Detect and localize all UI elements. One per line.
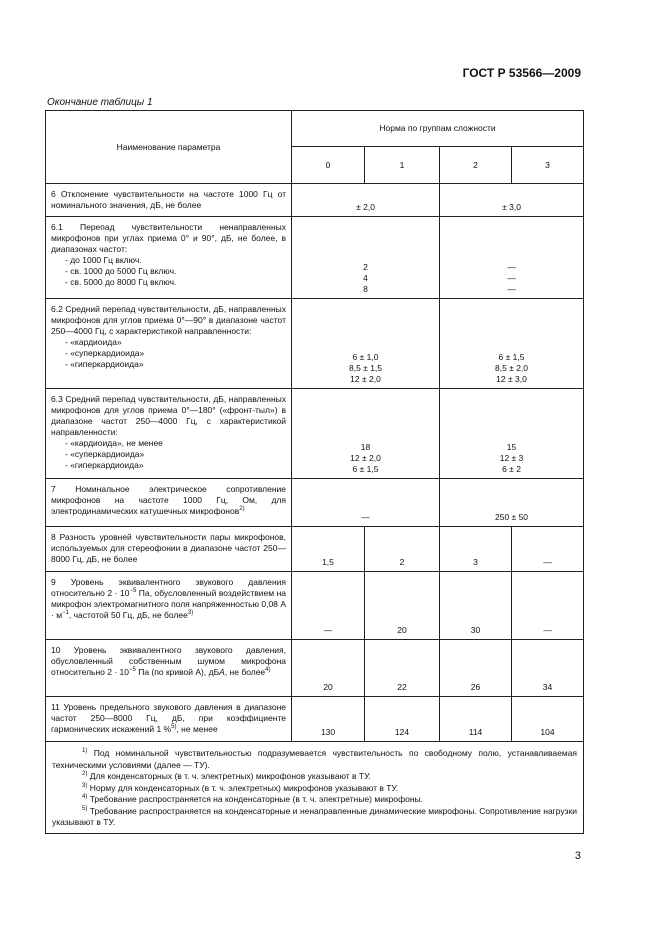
- table-row: [46, 572, 584, 640]
- footnote-mark: 1): [82, 748, 88, 755]
- footnote-ref: 5): [171, 724, 177, 731]
- document-header: ГОСТ Р 53566—2009: [462, 66, 581, 80]
- footnote-ref: 4): [265, 667, 271, 674]
- group-0-header: 0: [292, 147, 365, 184]
- footnote-mark: 3): [82, 782, 88, 789]
- row-62-sub-1: - «суперкардиоида»: [65, 348, 145, 358]
- row-11-text: [51, 702, 286, 735]
- cell-value: 12 ± 2,0: [350, 453, 381, 463]
- page-number: 3: [574, 850, 581, 862]
- row-9-value-2: 30: [440, 572, 512, 640]
- row-6-text: 6 Отклонение чувствительности на частоте 1000 Гц от номинального значения, дБ, не более: [51, 189, 286, 210]
- row-9-text-b: Па, обусловленный воздействием на микрофон электромагнитного поля напряженностью 0,08 А · м: [51, 588, 286, 620]
- cell-value: 6 ± 1,0: [352, 352, 379, 362]
- row-8-value-2: 3: [440, 527, 512, 572]
- table-row: [46, 697, 584, 742]
- cell-value: 6 ± 1,5: [352, 464, 379, 474]
- exponent: −5: [129, 667, 136, 674]
- row-9-value-1: 20: [365, 572, 440, 640]
- footnote-text: Норму для конденсаторных (в т. ч. электретных) микрофонов указывают в ТУ.: [87, 782, 399, 793]
- row-63-text: 6.3 Средний перепад чувствительности, дБ, направленных микрофонов для углов приема 0°—180° («фронт-тыл») в диапазоне частот 250—4000 Гц, с характеристикой направленности:: [51, 394, 286, 437]
- cell-value: 8,5 ± 1,5: [348, 363, 383, 373]
- row-10-text-b: Па (по кривой А), дБ: [135, 667, 220, 677]
- footnote-4: [52, 794, 577, 806]
- table-row: [46, 389, 584, 479]
- footnote-text: Под номинальной чувствительностью подразумевается чувствительность по свободному полю, устанавливаемая техническими условиями (далее — ТУ).: [52, 748, 578, 770]
- row-7-text-body: 7 Номинальное электрическое сопротивление микрофонов на частоте 1000 Гц, Ом, для электродинамических катушечных микрофонов: [51, 484, 286, 516]
- exponent: −1: [62, 610, 69, 617]
- exponent: −5: [129, 588, 137, 595]
- footnote-text: Требование распространяется на конденсаторные и ненаправленные динамические микрофоны. Сопротивление нагрузки указывают в ТУ.: [52, 805, 578, 827]
- row-63-sub-0: - «кардиоида», не менее: [65, 438, 163, 448]
- group-column-header: Норма по группам сложности: [292, 111, 584, 147]
- row-7-value-01: —: [292, 479, 440, 527]
- row-7-value-23: 250 ± 50: [440, 479, 584, 527]
- row-62-sub-2: - «гиперкардиоида»: [65, 359, 144, 369]
- row-61-value-01: [292, 217, 440, 299]
- row-8-value-1: 2: [365, 527, 440, 572]
- row-10-value-0: 20: [292, 640, 365, 697]
- footnote-5: [52, 806, 577, 829]
- cell-value: 6 ± 2: [502, 464, 521, 474]
- row-8-value-3: —: [512, 527, 584, 572]
- table-caption: Окончание таблицы 1: [47, 97, 153, 108]
- row-11-value-2: 114: [440, 697, 512, 742]
- row-63-value-01: [292, 389, 440, 479]
- footnote-1: [52, 748, 577, 771]
- cell-value: —: [507, 273, 516, 283]
- cell-value: —: [507, 262, 516, 272]
- row-8-value-0: 1,5: [292, 527, 365, 572]
- row-10-italic: А: [219, 667, 225, 677]
- footnote-text: Требование распространяется на конденсаторные (в т. ч. электретные) микрофоны.: [87, 794, 424, 804]
- footnote-mark: 5): [82, 805, 88, 812]
- table-row: [46, 640, 584, 697]
- table-row: [46, 184, 584, 217]
- footnote-text: Для конденсаторных (в т. ч. электретных) микрофонов указывают в ТУ.: [87, 771, 371, 781]
- row-61-sub-1: - св. 1000 до 5000 Гц включ.: [65, 266, 177, 276]
- row-63-sub-1: - «суперкардиоида»: [65, 449, 145, 459]
- table-row: [46, 479, 584, 527]
- table-footnotes: [46, 742, 584, 834]
- row-9-text-a: 9 Уровень эквивалентного звукового давления относительно 2 · 10: [51, 577, 286, 598]
- row-62-text: 6.2 Средний перепад чувствительности, дБ, направленных микрофонов для углов приема 0°—90° в диапазоне частот 250—4000 Гц, с характеристикой направленности:: [51, 304, 286, 336]
- row-63-sub-2: - «гиперкардиоида»: [65, 460, 144, 470]
- cell-value: 12 ± 3,0: [496, 374, 527, 384]
- row-11-value-0: 130: [292, 697, 365, 742]
- row-9-text: [51, 577, 286, 621]
- cell-value: 15: [506, 442, 517, 452]
- table-row: [46, 299, 584, 389]
- footnote-mark: 2): [82, 771, 88, 778]
- footnote-ref: 2): [239, 506, 245, 513]
- table-row: [46, 527, 584, 572]
- footnote-ref: 3): [187, 610, 194, 617]
- row-10-value-3: 34: [512, 640, 584, 697]
- cell-value: 4: [363, 273, 368, 283]
- row-62-sub-0: - «кардиоида»: [65, 337, 122, 347]
- row-9-text-c: , частотой 50 Гц, дБ, не более: [68, 610, 188, 620]
- row-8-text: 8 Разность уровней чувствительности пары микрофонов, используемых для стереофонии в диапазоне частот 250—8000 Гц, дБ, не более: [51, 532, 286, 564]
- footnote-3: [52, 783, 577, 795]
- group-3-header: 3: [512, 147, 584, 184]
- row-9-value-0: —: [292, 572, 365, 640]
- row-6-value-23: ± 3,0: [440, 184, 584, 217]
- group-2-header: 2: [440, 147, 512, 184]
- row-62-value-01: [292, 299, 440, 389]
- parameters-table: [45, 110, 584, 834]
- row-10-text: [51, 645, 286, 678]
- cell-value: 12 ± 3: [499, 453, 524, 463]
- cell-value: 8: [363, 284, 368, 294]
- row-7-text: [51, 484, 286, 517]
- row-11-value-1: 124: [365, 697, 440, 742]
- cell-value: —: [507, 284, 516, 294]
- row-61-value-23: [440, 217, 584, 299]
- row-62-value-23: [440, 299, 584, 389]
- row-11-value-3: 104: [512, 697, 584, 742]
- row-10-value-1: 22: [365, 640, 440, 697]
- row-9-value-3: —: [512, 572, 584, 640]
- row-10-text-a: 10 Уровень эквивалентного звукового давления, обусловленный собственным шумом микрофона относительно 2 · 10: [51, 645, 286, 677]
- row-61-text: 6.1 Перепад чувствительности ненаправленных микрофонов при углах приема 0° и 90°, дБ, не более, в диапазонах частот:: [51, 222, 286, 254]
- cell-value: 2: [363, 262, 368, 272]
- row-10-text-c: , не более: [224, 667, 266, 677]
- footnote-mark: 4): [82, 794, 88, 801]
- row-10-value-2: 26: [440, 640, 512, 697]
- row-63-value-23: [440, 389, 584, 479]
- row-61-sub-2: - св. 5000 до 8000 Гц включ.: [65, 277, 177, 287]
- cell-value: 12 ± 2,0: [350, 374, 381, 384]
- row-11-text-body: 11 Уровень предельного звукового давления в диапазоне частот 250—8000 Гц, дБ, при коэффициенте гармонических искажений 1 %: [51, 702, 286, 734]
- param-column-header: Наименование параметра: [46, 111, 292, 184]
- table-row: [46, 217, 584, 299]
- row-61-sub-0: - до 1000 Гц включ.: [65, 255, 142, 265]
- group-1-header: 1: [365, 147, 440, 184]
- row-11-text-b: , не менее: [176, 724, 218, 734]
- cell-value: 18: [360, 442, 371, 452]
- cell-value: 6 ± 1,5: [498, 352, 525, 362]
- footnote-2: [52, 771, 577, 783]
- row-6-value-01: ± 2,0: [292, 184, 440, 217]
- cell-value: 8,5 ± 2,0: [495, 363, 529, 373]
